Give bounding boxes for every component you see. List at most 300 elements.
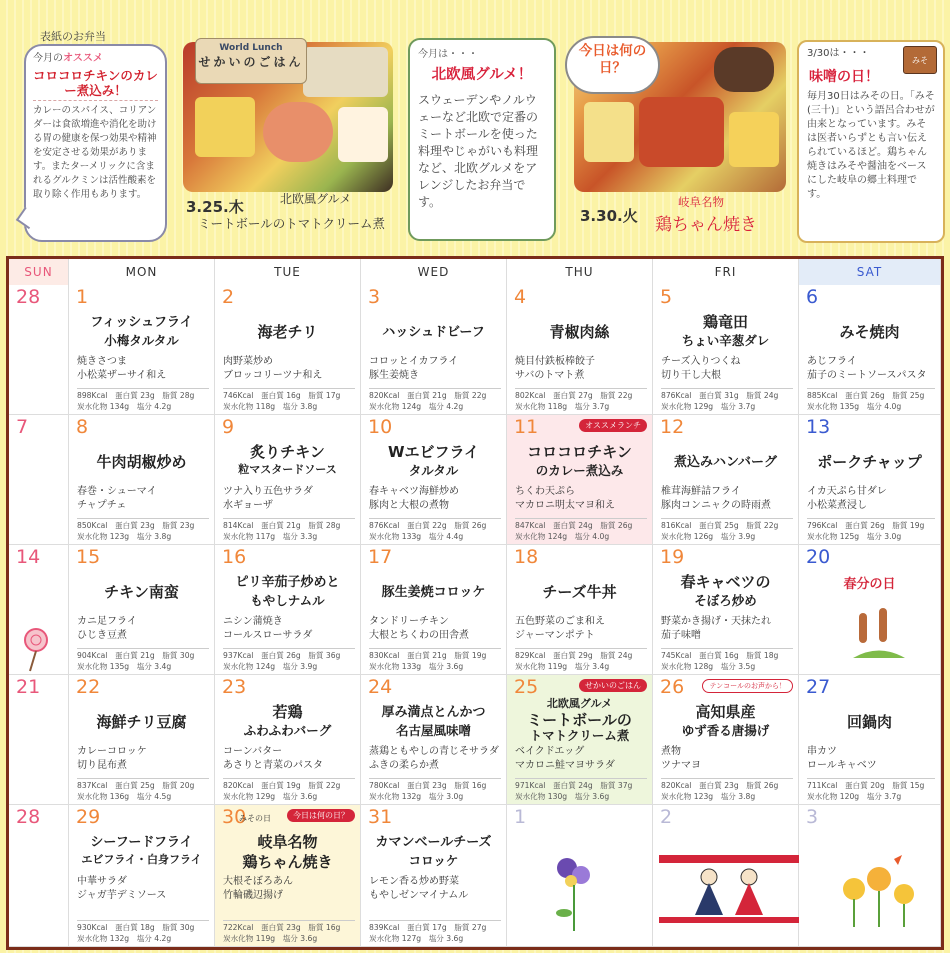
holiday-label: 春分の日 <box>843 577 896 592</box>
nutrition-line-1: 802Kcal 蛋白質 27g 脂質 22g <box>515 391 633 400</box>
nutrition-line-2: 炭水化物 118g 塩分 3.8g <box>223 402 318 411</box>
side-dishes <box>515 615 605 643</box>
nutrition-info <box>661 518 793 542</box>
nutrition-line-2: 炭水化物 123g 塩分 3.8g <box>661 792 756 801</box>
side-dish-2: 大根とちくわの田舎煮 <box>369 630 469 641</box>
day-cell <box>361 415 507 545</box>
side-dishes <box>369 485 459 513</box>
side-dish-1: イカ天ぷら甘ダレ <box>807 486 887 497</box>
side-dishes <box>77 485 157 513</box>
photo1-subtitle: 北欧風グルメ <box>280 192 352 206</box>
main-dish: シーフードフライ <box>90 835 193 850</box>
day-of-week-fri: FRI <box>653 259 799 285</box>
nutrition-line-1: 746Kcal 蛋白質 16g 脂質 17g <box>223 391 341 400</box>
side-dishes <box>515 745 615 773</box>
main-dish-sub: タルタル <box>408 463 459 478</box>
side-dish-1: 串カツ <box>807 746 837 757</box>
nutrition-line-1: 796Kcal 蛋白質 26g 脂質 19g <box>807 521 925 530</box>
nutrition-line-2: 炭水化物 135g 塩分 3.4g <box>77 662 172 671</box>
day-cell <box>69 805 215 947</box>
day-cell <box>215 285 361 415</box>
nutrition-line-1: 829Kcal 蛋白質 29g 脂質 24g <box>515 651 633 660</box>
nutrition-line-2: 炭水化物 125g 塩分 3.0g <box>807 532 902 541</box>
nutrition-line-2: 炭水化物 132g 塩分 3.0g <box>369 792 464 801</box>
day-number: 23 <box>222 676 247 698</box>
nutrition-line-1: 722Kcal 蛋白質 23g 脂質 16g <box>223 923 341 932</box>
day-of-week-mon: MON <box>69 259 215 285</box>
nutrition-info <box>77 920 209 944</box>
main-dish: カマンベールチーズ <box>375 835 492 850</box>
nutrition-line-2: 炭水化物 130g 塩分 3.6g <box>515 792 610 801</box>
nutrition-info <box>515 388 647 412</box>
main-dish-sub: エビフライ・白身フライ <box>81 853 202 866</box>
day-cell <box>361 805 507 947</box>
side-dish-1: レモン香る炒め野菜 <box>369 876 459 887</box>
nutrition-line-1: 839Kcal 蛋白質 17g 脂質 27g <box>369 923 487 932</box>
day-number: 5 <box>660 286 673 308</box>
day-cell <box>9 415 69 545</box>
nutrition-info <box>223 778 355 802</box>
side-dishes <box>515 355 595 383</box>
nutrition-info <box>515 648 647 672</box>
main-dish: 厚み満点とんかつ <box>381 705 486 720</box>
nutrition-info <box>661 648 793 672</box>
main-dish: みそ焼肉 <box>839 323 900 341</box>
day-number: 15 <box>76 546 101 568</box>
day-cell <box>653 545 799 675</box>
side-dishes <box>661 615 771 643</box>
nutrition-info <box>369 648 501 672</box>
day-number: 13 <box>806 416 831 438</box>
pansy-flower-icon <box>549 853 599 937</box>
side-dish-2: チャプチェ <box>77 500 127 511</box>
main-dish-sub: 粒マスタードソース <box>238 463 337 476</box>
nutrition-line-1: 885Kcal 蛋白質 26g 脂質 25g <box>807 391 925 400</box>
main-dish: 若鶏 <box>272 703 303 721</box>
side-dishes <box>223 485 313 513</box>
side-dishes <box>807 355 927 383</box>
main-dish: 海老チリ <box>257 323 318 341</box>
day-number: 9 <box>222 416 235 438</box>
day-number: 11 <box>514 416 539 438</box>
day-number: 26 <box>660 676 685 698</box>
day-number: 17 <box>368 546 393 568</box>
day-cell <box>507 545 653 675</box>
nutrition-line-1: 904Kcal 蛋白質 21g 脂質 30g <box>77 651 195 660</box>
side-dish-2: ジャーマンポテト <box>515 630 595 641</box>
day-of-week-sat: SAT <box>799 259 941 285</box>
day-cell <box>361 545 507 675</box>
badge-label: テンコールのお声から！ <box>702 679 793 693</box>
recommend-body: カレーのスパイス、コリアンダーは食欲増進や消化を助ける胃の健康を保つ効果や精神を安定させる効果があります。またターメリックに含まれるグルクミンは活性酸素を取り除く作用もあります。 <box>33 105 157 200</box>
main-dish: ハッシュドビーフ <box>382 325 485 340</box>
side-dishes <box>223 615 312 643</box>
side-dish-1: ちくわ天ぷら <box>515 486 575 497</box>
nutrition-line-1: 816Kcal 蛋白質 25g 脂質 22g <box>661 521 779 530</box>
nutrition-line-1: 780Kcal 蛋白質 23g 脂質 16g <box>369 781 487 790</box>
side-dish-2: サバのトマト煮 <box>515 370 585 381</box>
miso-icon: みそ <box>903 46 937 74</box>
main-dish: コロコロチキン <box>527 443 632 461</box>
side-dishes <box>369 745 499 773</box>
main-dish: Wエビフライ <box>387 443 480 461</box>
day-number: 7 <box>16 416 29 438</box>
day-number: 8 <box>76 416 89 438</box>
day-number: 1 <box>76 286 89 308</box>
main-dish-sub: ふわふわバーグ <box>243 723 332 738</box>
side-dish-1: 中華サラダ <box>77 876 127 887</box>
day-cell <box>653 285 799 415</box>
side-dish-1: 蒸鶏ともやしの青じそサラダ <box>369 746 499 757</box>
main-dish: ミートボールの <box>527 711 632 729</box>
miso-title: 味噌の日！ <box>809 69 879 85</box>
day-cell <box>799 415 941 545</box>
nutrition-line-2: 炭水化物 124g 塩分 4.2g <box>369 402 464 411</box>
main-dish: 炙りチキン <box>250 443 325 461</box>
side-dish-2: ひじき豆煮 <box>77 630 127 641</box>
side-dish-1: 野菜かき揚げ・天抹たれ <box>661 616 771 627</box>
nutrition-info <box>77 388 209 412</box>
side-dish-1: ベイクドエッグ <box>515 746 585 757</box>
nordic-title: 北欧風グルメ！ <box>431 67 533 83</box>
horsetail-sprout-icon <box>849 603 909 667</box>
main-dish: 岐阜名物 <box>257 833 318 851</box>
main-dish: 海鮮チリ豆腐 <box>96 713 187 731</box>
side-dish-2: マカロニ明太マヨ和え <box>515 500 615 511</box>
main-dish-sub: コロッケ <box>408 853 459 868</box>
main-dish: 煮込みハンバーグ <box>673 455 778 470</box>
nutrition-line-2: 炭水化物 132g 塩分 4.2g <box>77 934 172 943</box>
nutrition-info <box>369 778 501 802</box>
day-number: 18 <box>514 546 539 568</box>
nutrition-line-1: 971Kcal 蛋白質 24g 脂質 37g <box>515 781 633 790</box>
nutrition-info <box>369 388 501 412</box>
nutrition-line-1: 837Kcal 蛋白質 25g 脂質 20g <box>77 781 195 790</box>
nutrition-line-1: 745Kcal 蛋白質 16g 脂質 18g <box>661 651 779 660</box>
day-cell <box>361 285 507 415</box>
side-dish-1: コーンバター <box>223 746 283 757</box>
main-dish: チーズ牛丼 <box>542 583 617 601</box>
side-dishes <box>369 875 468 903</box>
nutrition-info <box>807 518 935 542</box>
photo1-caption: ミートボールのトマトクリーム煮 <box>198 216 386 231</box>
nutrition-line-2: 炭水化物 136g 塩分 4.5g <box>77 792 172 801</box>
side-dishes <box>369 615 469 643</box>
side-dish-2: 竹輪磯辺揚げ <box>223 890 283 901</box>
day-number: 25 <box>514 676 539 698</box>
day-number: 3 <box>368 286 381 308</box>
day-number: 19 <box>660 546 685 568</box>
side-dish-1: 焼きさつま <box>77 356 127 367</box>
main-dish-sub: もやしナムル <box>250 593 325 608</box>
side-dish-2: 豚肉コンニャクの時雨煮 <box>661 500 771 511</box>
side-dish-1: カレーコロッケ <box>77 746 147 757</box>
main-dish-sub: 鶏ちゃん焼き <box>242 853 333 871</box>
side-dishes <box>223 875 293 903</box>
side-dish-2: 小松菜煮浸し <box>807 500 867 511</box>
nutrition-line-2: 炭水化物 133g 塩分 3.6g <box>369 662 464 671</box>
nutrition-line-1: 820Kcal 蛋白質 23g 脂質 26g <box>661 781 779 790</box>
nutrition-line-1: 814Kcal 蛋白質 21g 脂質 28g <box>223 521 341 530</box>
nutrition-line-2: 炭水化物 126g 塩分 3.9g <box>661 532 756 541</box>
day-number: 1 <box>514 806 527 828</box>
day-cell <box>215 675 361 805</box>
nutrition-line-2: 炭水化物 129g 塩分 3.6g <box>223 792 318 801</box>
badge-label: オススメランチ <box>579 419 647 432</box>
nutrition-line-2: 炭水化物 117g 塩分 3.3g <box>223 532 318 541</box>
day-cell <box>215 545 361 675</box>
mini-label: みその日 <box>239 814 271 823</box>
side-dish-2: 切り干し大根 <box>661 370 721 381</box>
nutrition-info <box>807 778 935 802</box>
side-dishes <box>369 355 458 383</box>
day-of-week-wed: WED <box>361 259 507 285</box>
day-cell <box>653 675 799 805</box>
side-dish-2: 茄子のミートソースパスタ <box>807 370 927 381</box>
nutrition-line-2: 炭水化物 129g 塩分 3.7g <box>661 402 756 411</box>
main-dish-sub: のカレー煮込み <box>535 463 624 478</box>
menu-calendar <box>6 256 944 950</box>
side-dish-1: コロッとイカフライ <box>369 356 459 367</box>
side-dishes <box>77 875 166 903</box>
day-number: 2 <box>222 286 235 308</box>
day-cell <box>215 415 361 545</box>
lollipop-icon <box>21 627 51 677</box>
nutrition-line-1: 898Kcal 蛋白質 23g 脂質 28g <box>77 391 195 400</box>
main-dish: 高知県産 <box>695 703 756 721</box>
main-dish-sub: 名古屋風味噌 <box>395 723 471 738</box>
nutrition-line-1: 930Kcal 蛋白質 18g 脂質 30g <box>77 923 195 932</box>
nutrition-info <box>223 920 355 944</box>
nutrition-info <box>223 648 355 672</box>
day-number: 30 <box>222 806 247 828</box>
day-of-week-sun: SUN <box>9 259 69 285</box>
day-number: 6 <box>806 286 819 308</box>
day-of-week-thu: THU <box>507 259 653 285</box>
side-dish-1: ツナ入り五色サラダ <box>223 486 313 497</box>
day-cell <box>9 675 69 805</box>
side-dish-2: ジャガ芋デミソース <box>77 890 167 901</box>
day-cell <box>507 285 653 415</box>
day-number: 28 <box>16 806 41 828</box>
photo1-date: 3.25.木 <box>186 198 244 216</box>
main-dish: ポークチャップ <box>817 453 922 471</box>
side-dish-1: 大根そぼろあん <box>223 876 293 887</box>
day-number: 16 <box>222 546 247 568</box>
day-number: 22 <box>76 676 101 698</box>
side-dish-1: チーズ入りつくね <box>661 356 741 367</box>
day-cell <box>507 415 653 545</box>
nutrition-line-1: 847Kcal 蛋白質 24g 脂質 26g <box>515 521 633 530</box>
main-dish: 春キャベツの <box>680 573 771 591</box>
nutrition-info <box>77 778 209 802</box>
nutrition-line-1: 850Kcal 蛋白質 23g 脂質 23g <box>77 521 195 530</box>
photo2-caption: 鶏ちゃん焼き <box>655 215 757 235</box>
nutrition-line-2: 炭水化物 124g 塩分 4.0g <box>515 532 610 541</box>
nutrition-line-1: 876Kcal 蛋白質 31g 脂質 24g <box>661 391 779 400</box>
side-dish-2: 茄子味噌 <box>661 630 701 641</box>
side-dish-1: 春巻・シューマイ <box>77 486 157 497</box>
nutrition-line-2: 炭水化物 123g 塩分 3.8g <box>77 532 172 541</box>
nutrition-line-1: 937Kcal 蛋白質 26g 脂質 36g <box>223 651 341 660</box>
side-dishes <box>77 615 137 643</box>
nutrition-line-2: 炭水化物 133g 塩分 4.4g <box>369 532 464 541</box>
nutrition-line-2: 炭水化物 127g 塩分 3.6g <box>369 934 464 943</box>
month-label: 今月のオススメ <box>33 53 103 64</box>
side-dishes <box>661 355 741 383</box>
nutrition-line-1: 820Kcal 蛋白質 21g 脂質 22g <box>369 391 487 400</box>
nordic-body: スウェーデンやノルウェーなど北欧で定番のミートボールを使った料理やじゃがいも料理など、北欧グルメをアレンジしたお弁当です。 <box>418 93 539 209</box>
side-dish-2: 豚肉と大根の煮物 <box>369 500 449 511</box>
day-cell <box>69 545 215 675</box>
cover-lunch-label: 表紙のお弁当 <box>40 30 106 43</box>
nutrition-line-2: 炭水化物 124g 塩分 3.9g <box>223 662 318 671</box>
day-number: 24 <box>368 676 393 698</box>
main-dish-sub: そぼろ炒め <box>694 593 757 608</box>
monthly-recommend-bubble <box>24 44 167 242</box>
day-number: 27 <box>806 676 831 698</box>
nutrition-info <box>661 778 793 802</box>
day-number: 29 <box>76 806 101 828</box>
side-dish-2: ふきの柔らか煮 <box>369 760 439 771</box>
nutrition-line-2: 炭水化物 120g 塩分 3.7g <box>807 792 902 801</box>
side-dish-1: ニシン蒲焼き <box>223 616 283 627</box>
world-lunch-tag <box>195 38 307 84</box>
side-dish-1: タンドリーチキン <box>369 616 449 627</box>
side-dishes <box>77 745 147 773</box>
day-cell <box>69 285 215 415</box>
day-cell <box>799 675 941 805</box>
nutrition-line-1: 876Kcal 蛋白質 22g 脂質 26g <box>369 521 487 530</box>
main-dish: 鶏竜田 <box>702 313 748 331</box>
day-cell <box>799 285 941 415</box>
day-cell <box>507 675 653 805</box>
side-dish-1: カニ足フライ <box>77 616 137 627</box>
day-cell <box>9 285 69 415</box>
day-number: 14 <box>16 546 41 568</box>
side-dish-2: 豚生姜焼き <box>369 370 419 381</box>
nutrition-line-2: 炭水化物 134g 塩分 4.2g <box>77 402 172 411</box>
side-dish-1: 肉野菜炒め <box>223 356 273 367</box>
side-dishes <box>223 745 323 773</box>
side-dish-1: 焼目付鉄板棒餃子 <box>515 356 595 367</box>
day-cell <box>9 805 69 947</box>
side-dishes <box>223 355 322 383</box>
side-dishes <box>515 485 615 513</box>
badge-label: 今日は何の日？ <box>287 809 355 822</box>
side-dish-2: ブロッコリーツナ和え <box>223 370 323 381</box>
side-dishes <box>807 485 887 513</box>
side-dish-2: 小松菜ザーサイ和え <box>77 370 167 381</box>
nordic-pre: 今月は・・・ <box>418 49 478 60</box>
nutrition-line-2: 炭水化物 135g 塩分 4.0g <box>807 402 902 411</box>
nutrition-line-1: 711Kcal 蛋白質 20g 脂質 15g <box>807 781 925 790</box>
side-dish-2: もやしゼンマイナムル <box>369 890 469 901</box>
day-number: 20 <box>806 546 831 568</box>
day-number: 31 <box>368 806 393 828</box>
hina-dolls-icon <box>659 855 799 929</box>
tag-top-text: World Lunch <box>219 43 283 53</box>
main-dish-sub: トマトクリーム煮 <box>529 728 630 743</box>
miso-body: 毎月30日はみその日。「みそ(三十)」という語呂合わせが由来となっています。みそは医者いらずとも言い伝えられているほど。鶏ちゃん焼きはみそや醤油をベースにした岐阜の郷土料理です。 <box>807 91 935 200</box>
nutrition-line-2: 炭水化物 128g 塩分 3.5g <box>661 662 756 671</box>
nutrition-info <box>77 648 209 672</box>
nutrition-info <box>77 518 209 542</box>
nutrition-info <box>661 388 793 412</box>
day-number: 12 <box>660 416 685 438</box>
main-dish: 回鍋肉 <box>846 713 892 731</box>
main-dish: 牛肉胡椒炒め <box>96 453 187 471</box>
day-number: 28 <box>16 286 41 308</box>
day-number: 2 <box>660 806 673 828</box>
day-cell <box>653 415 799 545</box>
main-dish-sub: 小梅タルタル <box>104 333 179 348</box>
miso-pre: 3/30は・・・ <box>807 48 870 59</box>
day-cell <box>69 675 215 805</box>
main-dish: 青椒肉絲 <box>549 323 610 341</box>
nordic-gourmet-bubble <box>408 38 556 241</box>
side-dish-2: ロールキャベツ <box>807 760 877 771</box>
day-cell <box>69 415 215 545</box>
day-cell <box>215 805 361 947</box>
miso-day-bubble <box>797 40 945 243</box>
nutrition-line-1: 830Kcal 蛋白質 21g 脂質 19g <box>369 651 487 660</box>
nutrition-info <box>807 388 935 412</box>
nutrition-info <box>515 778 647 802</box>
side-dish-2: コールスローサラダ <box>223 630 313 641</box>
main-dish: フィッシュフライ <box>90 315 193 330</box>
side-dishes <box>807 745 877 773</box>
day-number: 21 <box>16 676 41 698</box>
main-dish-sub: ちょい辛葱ダレ <box>681 333 770 348</box>
nutrition-info <box>369 920 501 944</box>
main-dish: 豚生姜焼コロッケ <box>381 585 486 600</box>
side-dishes <box>661 745 701 773</box>
side-dishes <box>77 355 166 383</box>
nutrition-line-2: 炭水化物 119g 塩分 3.6g <box>223 934 318 943</box>
nutrition-info <box>223 518 355 542</box>
dandelion-flowers-icon <box>824 849 934 933</box>
day-cell <box>361 675 507 805</box>
side-dish-1: 五色野菜のごま和え <box>515 616 605 627</box>
recommend-headline: コロコロチキンのカレー煮込み！ <box>33 68 158 101</box>
dish-category: 北欧風グルメ <box>546 697 613 710</box>
side-dish-1: あじフライ <box>807 356 857 367</box>
main-dish: チキン南蛮 <box>104 583 179 601</box>
badge-label: せかいのごはん <box>579 679 647 692</box>
side-dish-1: 煮物 <box>661 746 681 757</box>
side-dishes <box>661 485 771 513</box>
photo2-subtitle: 岐阜名物 <box>678 195 724 209</box>
nutrition-info <box>369 518 501 542</box>
day-of-week-tue: TUE <box>215 259 361 285</box>
tag-main-text: せかいのごはん <box>198 55 304 69</box>
main-dish: ピリ辛茄子炒めと <box>235 575 340 590</box>
side-dish-2: 水ギョーザ <box>223 500 273 511</box>
photo2-date: 3.30.火 <box>580 207 638 225</box>
nutrition-line-2: 炭水化物 118g 塩分 3.7g <box>515 402 610 411</box>
day-number: 3 <box>806 806 819 828</box>
nutrition-info <box>223 388 355 412</box>
side-dish-2: ツナマヨ <box>661 760 701 771</box>
day-number: 10 <box>368 416 393 438</box>
main-dish-sub: ゆず香る唐揚げ <box>681 723 770 738</box>
side-dish-2: 切り昆布煮 <box>77 760 127 771</box>
side-dish-2: マカロニ鮭マヨサラダ <box>515 760 615 771</box>
nutrition-line-2: 炭水化物 119g 塩分 3.4g <box>515 662 610 671</box>
side-dish-1: 椎茸海鮮詰フライ <box>661 486 741 497</box>
side-dish-2: あさりと青菜のパスタ <box>223 760 323 771</box>
